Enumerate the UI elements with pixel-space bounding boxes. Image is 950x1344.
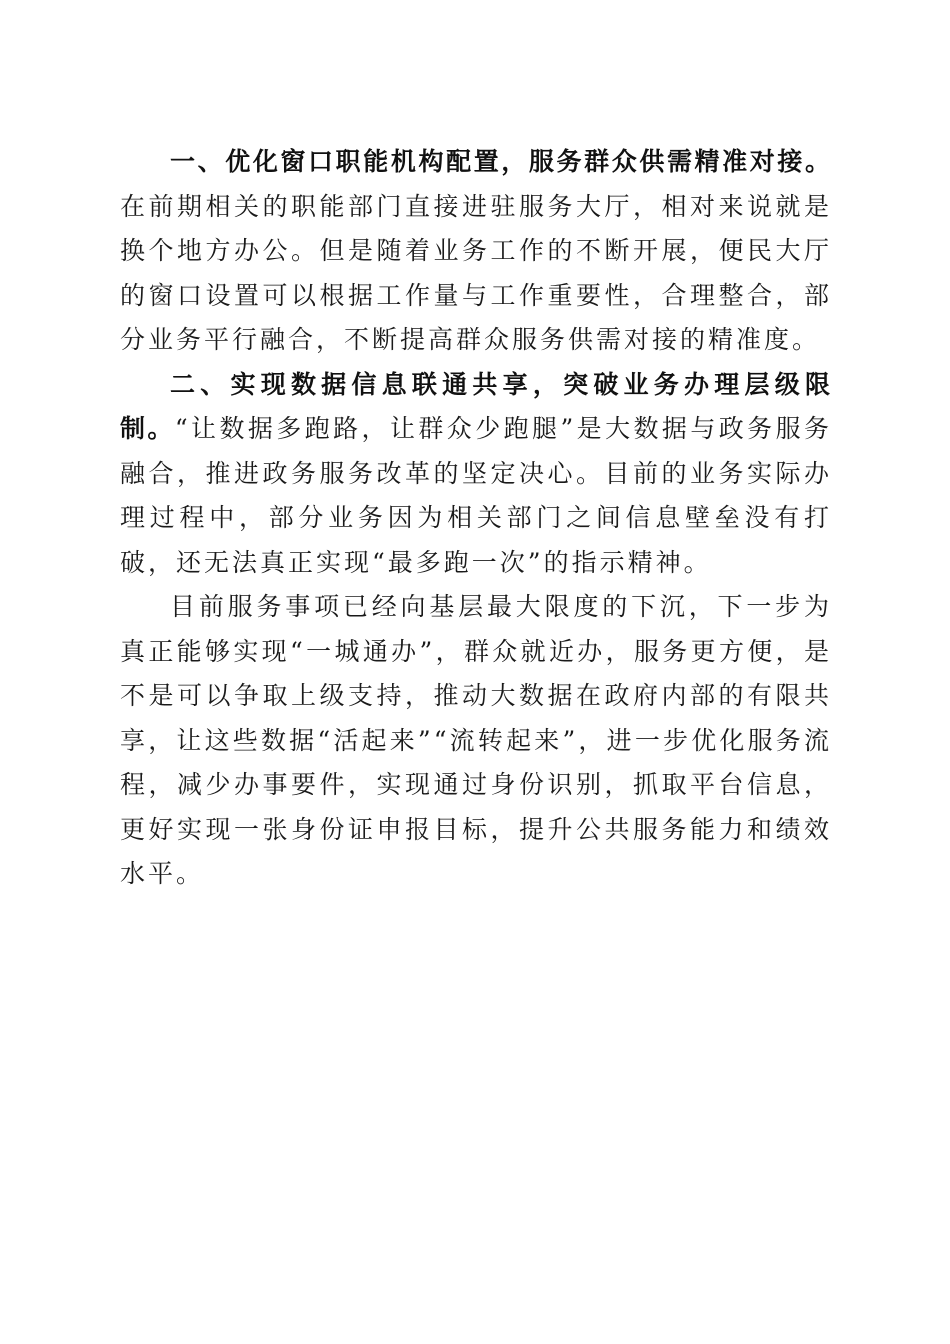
paragraph-2 — [120, 363, 832, 586]
document-body — [120, 140, 832, 897]
paragraph-3-body: 目前服务事项已经向基层最大限度的下沉，下一步为真正能够实现“一城通办”，群众就近办，服务更方便，是不是可以争取上级支持，推动大数据在政府内部的有限共享，让这些数据“活起来”“流转起来”，进一步优化服务流程，减少办事要件，实现通过身份识别，抓取平台信息，更好实现一张身份证申报目标，提升公共服务能力和绩效水平。 — [120, 592, 832, 888]
paragraph-2-heading: 二、实现数据信息联通共享，突破业务办理层级限制。 — [120, 369, 832, 443]
paragraph-2-body: “让数据多跑路，让群众少跑腿”是大数据与政务服务融合，推进政务服务改革的坚定决心。目前的业务实际办理过程中，部分业务因为相关部门之间信息壁垒没有打破，还无法真正实现“最多跑一次”的指示精神。 — [120, 414, 832, 577]
paragraph-3 — [120, 585, 832, 897]
paragraph-1 — [120, 140, 832, 363]
paragraph-1-heading: 一、优化窗口职能机构配置，服务群众供需精准对接。 — [170, 147, 832, 176]
paragraph-1-body: 在前期相关的职能部门直接进驻服务大厅，相对来说就是换个地方办公。但是随着业务工作的不断开展，便民大厅的窗口设置可以根据工作量与工作重要性，合理整合，部分业务平行融合，不断提高群众服务供需对接的精准度。 — [120, 191, 832, 354]
